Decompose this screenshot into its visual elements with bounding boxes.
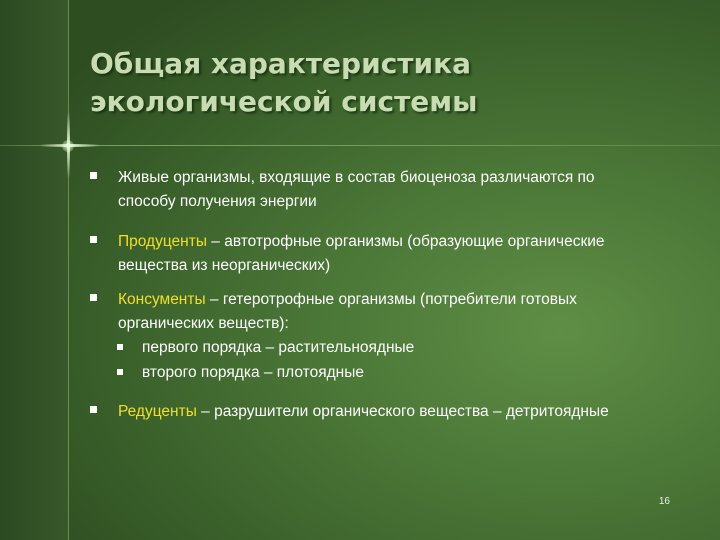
square-bullet-icon — [90, 172, 97, 179]
bullet-1-line-1: Живые организмы, входящие в состав биоценоза различаются по — [118, 169, 595, 186]
bullet-3-line-1: – гетеротрофные организмы (потребители готовых — [205, 291, 577, 308]
square-bullet-icon — [90, 236, 97, 243]
bullet-text-4 — [118, 400, 698, 424]
bullet-4-line-1: – разрушители органического вещества – детритоядные — [196, 403, 609, 420]
square-sub-bullet-icon — [117, 344, 123, 350]
bullet-1-line-2: способу получения энергии — [118, 193, 317, 210]
slide-title-line-2: экологической системы — [90, 85, 478, 118]
bullet-2-line-2: вещества из неорганических) — [118, 257, 331, 274]
square-bullet-icon — [90, 406, 97, 413]
term-consumers: Консументы — [118, 291, 206, 308]
bullet-text-2 — [118, 230, 698, 278]
bullet-text-3 — [118, 288, 698, 336]
term-producers: Продуценты — [118, 233, 207, 250]
slide-title-line-1: Общая характеристика — [90, 47, 472, 80]
sub-bullet-text-1: первого порядка – растительноядные — [142, 339, 415, 356]
bullet-text-1 — [118, 166, 698, 214]
bullet-2-line-1: – автотрофные организмы (образующие органические — [206, 233, 605, 250]
square-sub-bullet-icon — [117, 369, 123, 375]
square-bullet-icon — [90, 294, 97, 301]
bullet-3-line-2: органических веществ): — [118, 315, 289, 332]
term-decomposers: Редуценты — [118, 403, 197, 420]
sub-bullet-text-2: второго порядка – плотоядные — [142, 364, 364, 381]
page-number: 16 — [658, 496, 670, 507]
